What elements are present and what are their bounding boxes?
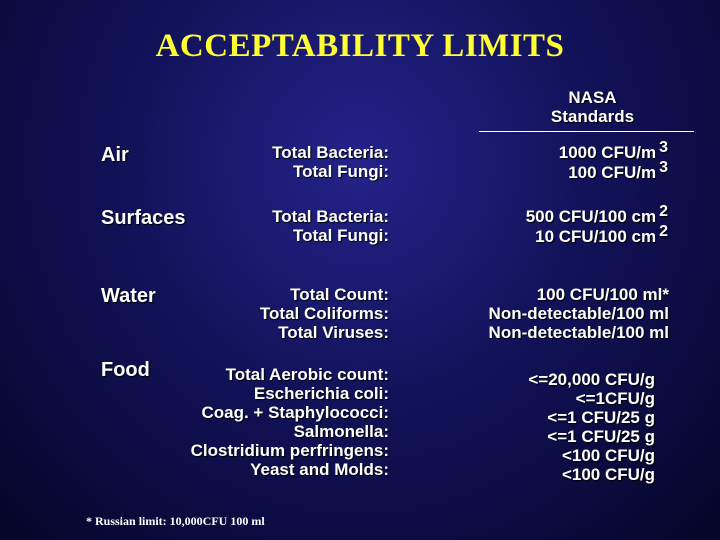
- food-label-ecoli: Escherichia coli:: [253, 384, 389, 403]
- air-value-fungi: 100 CFU/m 3: [568, 159, 668, 182]
- category-food: Food: [101, 359, 150, 381]
- header-divider: [479, 131, 694, 132]
- water-value-count: 100 CFU/100 ml*: [536, 285, 669, 304]
- nasa-standards-header: [530, 88, 655, 126]
- surfaces-label-fungi: Total Fungi:: [293, 226, 389, 245]
- surfaces-value-fungi: 10 CFU/100 cm 2: [535, 223, 668, 246]
- air-values: [558, 139, 668, 183]
- surfaces-label-bacteria: Total Bacteria:: [272, 207, 389, 226]
- food-values: [528, 370, 655, 484]
- food-label-salmonella: Salmonella:: [293, 422, 389, 441]
- slide-title: ACCEPTABILITY LIMITS: [155, 28, 565, 64]
- food-label-clostridium: Clostridium perfringens:: [190, 441, 389, 460]
- water-label-coliforms: Total Coliforms:: [259, 304, 389, 323]
- food-labels: [191, 365, 389, 479]
- water-value-viruses: Non-detectable/100 ml: [488, 323, 669, 342]
- category-surfaces: Surfaces: [101, 207, 186, 229]
- food-value-staphylococci: <=1 CFU/25 g: [547, 408, 655, 427]
- air-label-bacteria: Total Bacteria:: [272, 143, 389, 162]
- food-label-aerobic: Total Aerobic count:: [225, 365, 389, 384]
- food-label-staphylococci: Coag. + Staphylococci:: [201, 403, 389, 422]
- surfaces-labels: [272, 207, 389, 245]
- air-label-fungi: Total Fungi:: [293, 162, 389, 181]
- surfaces-value-bacteria: 500 CFU/100 cm 2: [525, 203, 668, 226]
- water-value-coliforms: Non-detectable/100 ml: [488, 304, 669, 323]
- food-label-yeast: Yeast and Molds:: [250, 460, 389, 479]
- water-label-count: Total Count:: [290, 285, 389, 304]
- food-value-salmonella: <=1 CFU/25 g: [547, 427, 655, 446]
- food-value-yeast: <100 CFU/g: [561, 465, 655, 484]
- water-label-viruses: Total Viruses:: [278, 323, 389, 342]
- water-values: [489, 285, 669, 342]
- food-value-clostridium: <100 CFU/g: [561, 446, 655, 465]
- surfaces-values: [525, 203, 668, 247]
- footnote: * Russian limit: 10,000CFU 100 ml: [86, 514, 265, 528]
- air-labels: [272, 143, 389, 181]
- category-water: Water: [101, 285, 156, 307]
- nasa-header-line-2: Standards: [550, 107, 635, 126]
- category-air: Air: [101, 144, 129, 166]
- water-labels: [260, 285, 389, 342]
- food-value-ecoli: <=1CFU/g: [575, 389, 655, 408]
- air-value-bacteria: 1000 CFU/m 3: [558, 139, 668, 162]
- food-value-aerobic: <=20,000 CFU/g: [528, 370, 655, 389]
- nasa-header-line-1: NASA: [568, 88, 617, 107]
